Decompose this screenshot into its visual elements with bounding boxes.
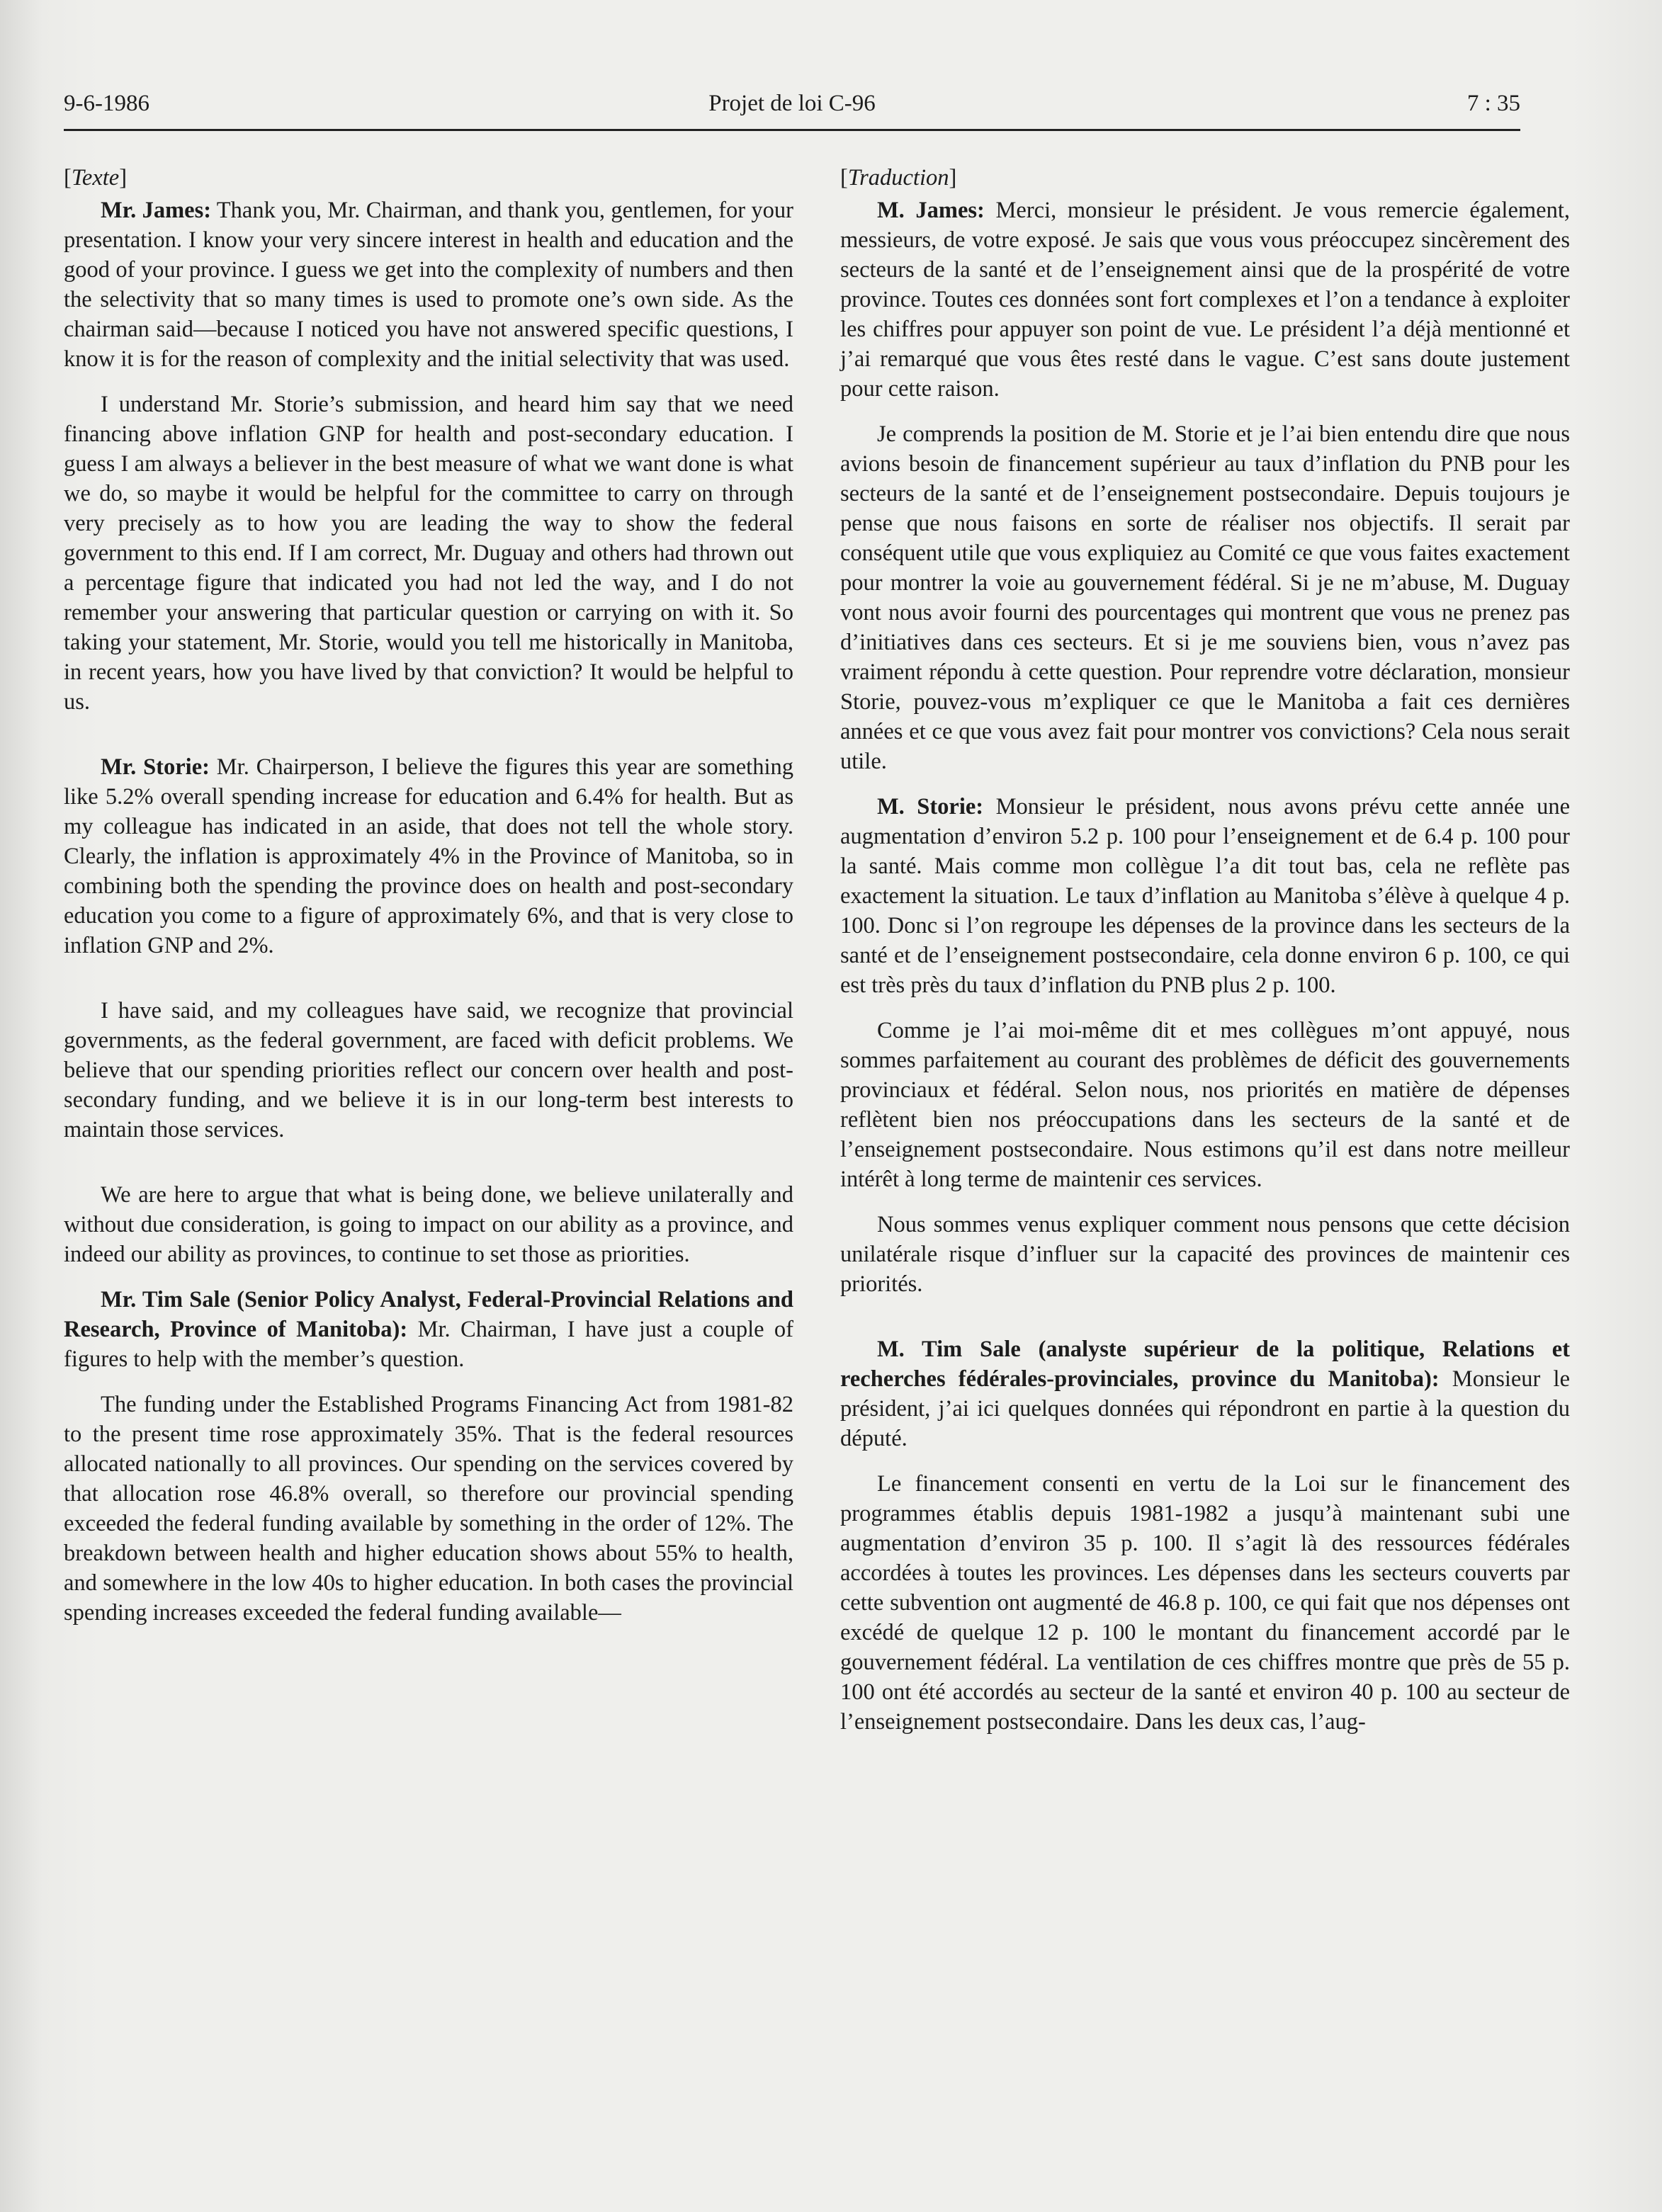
paragraph-text: Le financement consenti en vertu de la Loi sur le financement des programmes établis depuis 1981-1982 a jusqu’à maintenant subi une augmentation d’environ 35 p. 100. Il s’agit là des ressources fédérales accordées à toutes les provinces. Les dépenses dans les secteurs couverts par cette subvention ont augmenté de 46.8 p. 100, ce qui fait que nos dépenses ont excédé de quelque 12 p. 100 le montant du financement accordé par le gouvernement fédéral. La ventilation de ces chiffres montre que près de 55 p. 100 ont été accordés au secteur de la santé et environ 40 p. 100 au secteur de l’enseignement postsecondaire. Dans les deux cas, l’aug- <box>840 1471 1570 1735</box>
speaker-name: M. Tim Sale (analyste supérieur de la politique, Relations et recherches fédérales-provinciales, province du Manitoba): <box>840 1337 1570 1392</box>
header-title: Projet de loi C-96 <box>708 91 876 116</box>
paragraph-text: Monsieur le président, j’ai ici quelques données qui répondront en partie à la question du député. <box>840 1366 1570 1451</box>
paragraph-text: Je comprends la position de M. Storie et je l’ai bien entendu dire que nous avions besoin de financement supérieur au taux d’inflation du PNB pour les secteurs de la santé et de l’enseignement postsecondaire. Depuis toujours je pense que nous faisons en sorte de réaliser nos objectifs. Il serait par conséquent utile que vous expliquiez au Comité ce que vous faites exactement pour montrer la voie au gouvernement fédéral. Si je ne m’abuse, M. Duguay vont nous avoir fourni des pourcentages qui montrent que vous ne prenez pas d’initiatives dans ces secteurs. Et si je me souviens bien, vous n’avez pas vraiment répondu à cette question. Pour reprendre votre déclaration, monsieur Storie, pouvez-vous m’expliquer ce que le Manitoba a fait ces dernières années et ce que vous avez fait pour montrer vos convictions? Cela nous serait utile. <box>840 421 1570 774</box>
header-date: 9-6-1986 <box>64 91 149 116</box>
speaker-name: Mr. Storie: <box>101 754 210 780</box>
header-page-number: 7 : 35 <box>1466 91 1520 116</box>
paragraph-text: Monsieur le président, nous avons prévu cette année une augmentation d’environ 5.2 p. 100 pour l’enseignement et de 6.4 p. 100 pour la santé. Mais comme mon collègue l’a dit tout bas, cela ne reflète pas exactement la situation. Le taux d’inflation au Manitoba s’élève à quelque 4 p. 100. Donc si l’on regroupe les dépenses de la province dans les secteurs de la santé et de l’enseignement postsecondaire, cela donne environ 6 p. 100, ce qui est très près du taux d’inflation du PNB plus 2 p. 100. <box>840 794 1570 998</box>
speaker-name: Mr. Tim Sale (Senior Policy Analyst, Federal-Provincial Relations and Research, Province of Manitoba): <box>64 1287 793 1342</box>
french-column <box>840 163 1570 1737</box>
speaker-name: M. Storie: <box>877 794 984 819</box>
page-header <box>64 85 1520 131</box>
paragraph <box>64 752 793 960</box>
paragraph <box>840 1210 1570 1299</box>
paragraph-text: Comme je l’ai moi-même dit et mes collègues m’ont appuyé, nous sommes parfaitement au courant des problèmes de déficit des gouvernements provinciaux et fédéral. Selon nous, nos priorités en matière de dépenses reflètent bien nos préoccupations dans les secteurs de la santé et de l’enseignement postsecondaire. Nous estimons qu’il est dans notre meilleur intérêt à long terme de maintenir ces services. <box>840 1018 1570 1192</box>
paragraph <box>64 1390 793 1628</box>
paragraph-text: The funding under the Established Programs Financing Act from 1981-82 to the present time rose approximately 35%. That is the federal resources allocated nationally to all provinces. Our spending on the services covered by that allocation rose 46.8% overall, so therefore our provincial spending exceeded the federal funding available by something in the order of 12%. The breakdown between health and higher education shows about 55% to health, and somewhere in the low 40s to higher education. In both cases the provincial spending increases exceeded the federal funding available— <box>64 1392 793 1626</box>
speaker-name: M. James: <box>877 198 985 223</box>
paragraph-text: Nous sommes venus expliquer comment nous pensons que cette décision unilatérale risque d’influer sur la capacité des provinces de maintenir ces priorités. <box>840 1212 1570 1297</box>
english-column <box>64 163 793 1628</box>
paragraph <box>64 195 793 374</box>
paragraph <box>64 1180 793 1269</box>
paragraph <box>840 419 1570 776</box>
paragraph-text: Merci, monsieur le président. Je vous remercie également, messieurs, de votre exposé. Je sais que vous vous préoccupez sincèrement des secteurs de la santé et de l’enseignement ainsi que de la prospérité de votre province. Toutes ces données sont fort complexes et l’on a tendance à exploiter les chiffres pour appuyer son point de vue. Le président l’a déjà mentionné et j’ai remarqué que vous êtes resté dans le vague. C’est sans doute justement pour cette raison. <box>840 198 1570 402</box>
paragraph-text: Mr. Chairman, I have just a couple of figures to help with the member’s question. <box>64 1317 793 1372</box>
paragraph <box>840 1016 1570 1194</box>
paragraph <box>64 1285 793 1374</box>
paragraph-text: I understand Mr. Storie’s submission, and heard him say that we need financing above inflation GNP for health and post-secondary education. I guess I am always a believer in the best measure of what we want done is what we do, so maybe it would be helpful for the committee to carry on through very precisely as to how you are leading the way to show the federal government to this end. If I am correct, Mr. Duguay and others had thrown out a percentage figure that indicated you had not led the way, and I do not remember your answering that particular question or carrying on with it. So taking your statement, Mr. Storie, would you tell me historically in Manitoba, in recent years, how you have lived by that conviction? It would be helpful to us. <box>64 392 793 715</box>
paragraph <box>64 996 793 1145</box>
column-tag: [Texte] <box>64 165 128 191</box>
paragraph-text: I have said, and my colleagues have said, we recognize that provincial governments, as the federal government, are faced with deficit problems. We believe that our spending priorities reflect our concern over health and post-secondary funding, and we believe it is in our long-term best interests to maintain those services. <box>64 998 793 1142</box>
paragraph <box>840 1334 1570 1453</box>
paragraph-text: Thank you, Mr. Chairman, and thank you, gentlemen, for your presentation. I know your very sincere interest in health and education and the good of your province. I guess we get into the complexity of numbers and then the selectivity that so many times is used to promote one’s own side. As the chairman said—because I noticed you have not answered specific questions, I know it is for the reason of complexity and the initial selectivity that was used. <box>64 198 793 372</box>
paragraph <box>64 390 793 717</box>
paragraph-text: Mr. Chairperson, I believe the figures this year are something like 5.2% overall spending increase for education and 6.4% for health. But as my colleague has indicated in an aside, that does not tell the whole story. Clearly, the inflation is approximately 4% in the Province of Manitoba, so in combining both the spending the province does on health and post-secondary education you come to a figure of approximately 6%, and that is very close to inflation GNP and 2%. <box>64 754 793 958</box>
speaker-name: Mr. James: <box>101 198 212 223</box>
paragraph-text: We are here to argue that what is being done, we believe unilaterally and without due consideration, is going to impact on our ability as a province, and indeed our ability as provinces, to continue to set those as priorities. <box>64 1182 793 1267</box>
paragraph <box>840 792 1570 1000</box>
column-tag: [Traduction] <box>840 165 957 191</box>
paragraph <box>840 195 1570 404</box>
paragraph <box>840 1469 1570 1737</box>
